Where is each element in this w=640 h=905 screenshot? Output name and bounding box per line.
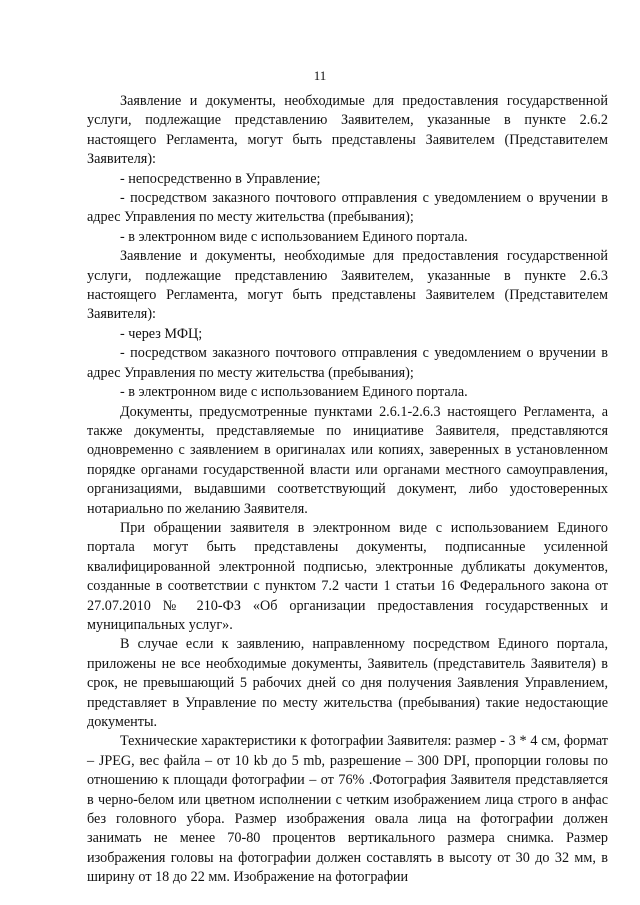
paragraph-missing-documents: В случае если к заявлению, направленному посредством Единого портала, приложены не все необходимые документы, Заявитель (представитель Заявителя) в срок, не превышающий 5 рабочих дней со дня получения Заявления Управлением, представляет в Управление по месту жительства (пребывания) такие недостающие документы. xyxy=(87,636,608,730)
document-body xyxy=(87,92,608,888)
list-item-electronic-portal: - в электронном виде с использованием Единого портала. xyxy=(120,384,468,401)
paragraph-submission-2-6-2: Заявление и документы, необходимые для предоставления государственной услуги, подлежащие представлению Заявителем, указанные в пункте 2.6.2 настоящего Регламента, могут быть представлены Заявителем (Представителем Заявителя): xyxy=(87,93,608,168)
list-item-directly-to-department: - непосредственно в Управление; xyxy=(120,170,321,187)
paragraph-electronic-submission: При обращении заявителя в электронном виде с использованием Единого портала могут быть представлены документы, подписанные усиленной квалифицированной электронной подписью, электронные дубликаты документов, созданные в соответствии с пунктом 7.2 части 1 статьи 16 Федерального закона от 27.07.2010 № 210-ФЗ «Об организации предоставления государственных и муниципальных услуг». xyxy=(87,519,608,633)
list-item-registered-mail: - посредством заказного почтового отправления с уведомлением о вручении в адрес Управления по месту жительства (пребывания); xyxy=(87,190,608,226)
list-item-registered-mail: - посредством заказного почтового отправления с уведомлением о вручении в адрес Управления по месту жительства (пребывания); xyxy=(87,345,608,381)
page-number: 11 xyxy=(313,68,327,83)
list-item-via-mfc: - через МФЦ; xyxy=(120,325,203,342)
list-item-electronic-portal: - в электронном виде с использованием Единого портала. xyxy=(120,228,468,245)
paragraph-submission-2-6-3: Заявление и документы, необходимые для предоставления государственной услуги, подлежащие представлению Заявителем, указанные в пункте 2.6.3 настоящего Регламента, могут быть представлены Заявителем (Представителем Заявителя): xyxy=(87,248,608,323)
paragraph-photo-requirements: Технические характеристики к фотографии Заявителя: размер - 3 * 4 см, формат – JPEG, вес файла – от 10 kb до 5 mb, разрешение – 300 DPI, пропорции головы по отношению к площади фотографии – от 76% .Фотография Заявителя представляется в черно-белом или цветном исполнении с четким изображением лица строго в анфас без головного убора. Размер изображения овала лица на фотографии должен занимать не менее 70-80 процентов вертикального размера снимка. Размер изображения головы на фотографии должен составлять в высоту от 30 до 32 мм, в ширину от 18 до 22 мм. Изображение на фотографии xyxy=(87,733,608,886)
paragraph-documents-originals-copies: Документы, предусмотренные пунктами 2.6.1-2.6.3 настоящего Регламента, а также документы, представляемые по инициативе Заявителя, представляются одновременно с заявлением в оригиналах или копиях, заверенных в установленном порядке органами государственной власти или органами местного самоуправления, организациями, выдавшими соответствующий документ, либо удостоверенных нотариально по желанию Заявителя. xyxy=(87,403,608,517)
